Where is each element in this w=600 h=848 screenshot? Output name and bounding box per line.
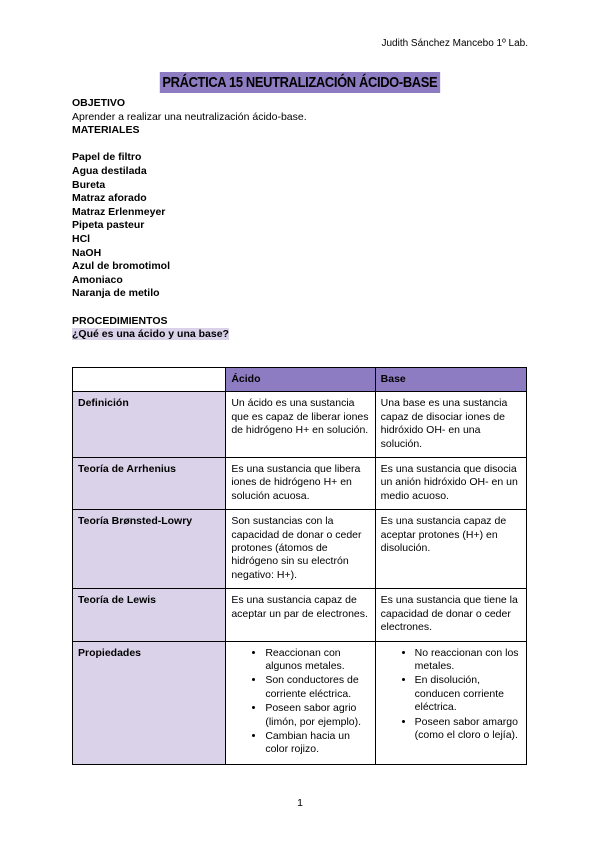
page-number: 1 [297,797,303,809]
objetivo-heading: OBJETIVO [72,97,126,109]
row-label: Teoría Brønsted-Lowry [73,510,226,589]
list-item: • En disolución, conducen corriente eléctrica. [415,674,521,714]
row-label: Definición [73,392,226,458]
table-row [73,458,527,510]
list-item: Bureta [72,178,106,191]
table-row [73,510,527,589]
list-item: • Poseen sabor amargo (como el cloro o lejía). [415,716,521,743]
list-item: • No reaccionan con los metales. [415,647,521,674]
row-label: Teoría de Lewis [73,589,226,641]
list-item: • Cambian hacia un color rojizo. [265,730,369,757]
base-cell: Una base es una sustancia capaz de disociar iones de hidróxido OH- en una solución. [375,392,526,458]
list-item: Matraz Erlenmeyer [72,205,166,218]
base-cell: Es una sustancia que disocia un anión hidróxido OH- en un medio acuoso. [375,458,526,510]
materiales-list [72,151,532,301]
acid-properties-list [231,647,369,757]
base-properties-list [381,647,521,743]
procedimientos-heading: PROCEDIMIENTOS [72,314,168,327]
table-header-row [73,368,527,392]
title-container [0,72,600,93]
list-item: Matraz aforado [72,192,147,205]
list-item: • Reaccionan con algunos metales. [265,647,369,674]
list-item: • Poseen sabor agrio (limón, por ejemplo). [265,702,369,729]
header-cell-base: Base [375,368,526,392]
procedimientos-question: ¿Qué es una ácido y una base? [72,328,229,341]
objetivo-text: Aprender a realizar una neutralización ácido-base. [72,110,307,123]
list-item: Agua destilada [72,164,147,177]
list-item: Amoniaco [72,273,123,286]
document-body [72,97,532,342]
list-item: Naranja de metilo [72,287,160,300]
list-item: NaOH [72,246,102,259]
list-item: HCl [72,232,91,245]
base-cell: Es una sustancia que tiene la capacidad de donar o ceder electrones. [375,589,526,641]
header-cell-empty [73,368,226,392]
list-item: Papel de filtro [72,151,142,164]
row-label: Teoría de Arrhenius [73,458,226,510]
table-row [73,392,527,458]
acid-cell: Es una sustancia capaz de aceptar un par de electrones. [226,589,375,641]
acid-cell: Es una sustancia que libera iones de hidrógeno H+ en solución acuosa. [226,458,375,510]
acid-cell: Son sustancias con la capacidad de donar o ceder protones (átomos de hidrógeno sin su electrón negativo: H+). [226,510,375,589]
author-header: Judith Sánchez Mancebo 1º Lab. [381,38,528,49]
list-item: Pipeta pasteur [72,219,145,232]
base-cell [375,641,526,764]
list-item: • Son conductores de corriente eléctrica. [265,674,369,701]
table-row [73,641,527,764]
base-cell: Es una sustancia capaz de aceptar protones (H+) en disolución. [375,510,526,589]
acid-cell [226,641,375,764]
page-title: PRÁCTICA 15 NEUTRALIZACIÓN ÁCIDO-BASE [160,72,440,93]
table-row [73,589,527,641]
acid-base-table [72,367,527,765]
header-cell-acid: Ácido [226,368,375,392]
materiales-heading: MATERIALES [72,124,140,137]
acid-cell: Un ácido es una sustancia que es capaz de liberar iones de hidrógeno H+ en solución. [226,392,375,458]
row-label: Propiedades [73,641,226,764]
list-item: Azul de bromotimol [72,260,170,273]
